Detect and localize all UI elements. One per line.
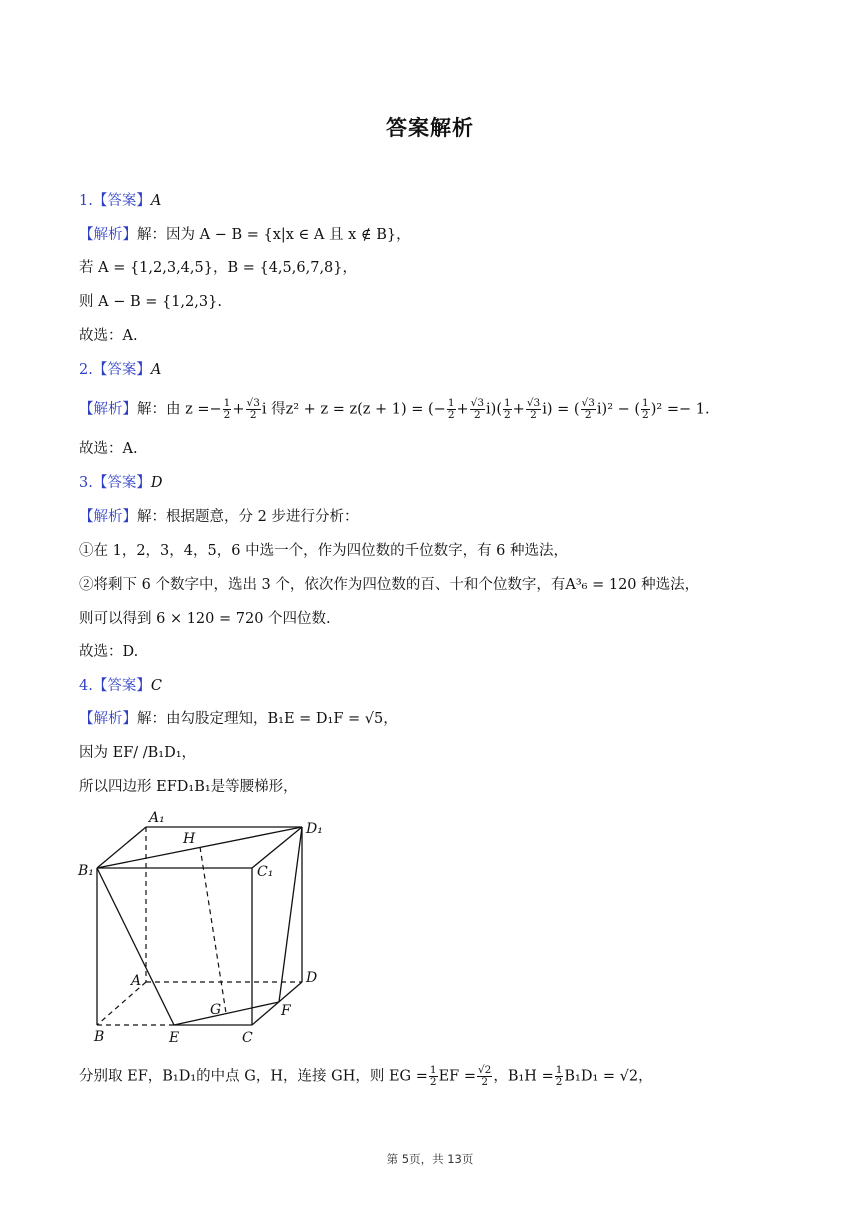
segment-e-f xyxy=(174,1002,279,1025)
q4-text-b: EF = xyxy=(438,1068,476,1085)
q2-answer-line xyxy=(79,359,161,381)
q1-answer-label: 1.【答案】 xyxy=(79,193,151,209)
q3-answer: D xyxy=(150,475,163,491)
q1-analysis-line-2: 若 A = {1,2,3,4,5}，B = {4,5,6,7,8}， xyxy=(79,260,357,276)
fraction: $\frac{1}{2}$ xyxy=(555,1064,563,1088)
cube-figure xyxy=(76,800,336,1050)
edge-c-d xyxy=(252,982,302,1025)
label-D: D xyxy=(306,970,318,986)
segment-d1-f xyxy=(279,827,302,1002)
label-E: E xyxy=(169,1030,180,1046)
edge-d1-c1 xyxy=(252,827,302,868)
q2-analysis-tag: 【解析】 xyxy=(79,401,137,418)
label-G: G xyxy=(210,1002,222,1018)
q2-text-d: + xyxy=(456,401,469,418)
q2-text-b: + xyxy=(232,401,245,418)
q4-analysis-text-1: 解：由勾股定理知，B₁E = D₁F = √5， xyxy=(137,711,398,727)
q2-answer-label: 2.【答案】 xyxy=(79,362,151,378)
label-B1: B₁ xyxy=(78,863,94,879)
fraction: $\frac{√3}{2}$ xyxy=(581,397,595,421)
q4-answer: C xyxy=(150,678,162,694)
q1-analysis-line-4: 故选：A. xyxy=(79,328,138,344)
label-H: H xyxy=(183,831,196,847)
q1-analysis-text-1: 解：因为 A − B = {x|x ∈ A 且 x ∉ B}， xyxy=(137,227,411,243)
segment-b1-e xyxy=(97,868,174,1025)
fraction: $\frac{1}{2}$ xyxy=(429,1064,437,1088)
q4-analysis-line-2: 因为 EF/ /B₁D₁， xyxy=(79,745,197,761)
q3-analysis-line-2: ①在 1，2，3，4，5，6 中选一个，作为四位数的千位数字，有 6 种选法， xyxy=(79,543,569,559)
q4-text-c: ，B₁H = xyxy=(493,1068,554,1085)
label-A: A xyxy=(131,973,142,989)
q2-text-h: i)² − ( xyxy=(596,401,641,418)
q3-answer-label: 3.【答案】 xyxy=(79,475,151,491)
q4-analysis-line-4 xyxy=(79,1065,653,1088)
page-footer: 第 5页，共 13页 xyxy=(386,1152,474,1166)
label-F: F xyxy=(281,1003,291,1019)
q1-answer: A xyxy=(150,193,162,209)
q3-analysis-line-5: 故选：D. xyxy=(79,644,139,660)
q1-answer-line xyxy=(79,190,161,212)
q3-analysis-tag: 【解析】 xyxy=(79,509,137,525)
label-B: B xyxy=(94,1029,105,1045)
q2-analysis-line-2: 故选：A. xyxy=(79,441,138,457)
q1-analysis-tag: 【解析】 xyxy=(79,227,137,243)
q3-analysis-line-3: ②将剩下 6 个数字中，选出 3 个，依次作为四位数的百、十和个位数字，有A³₆ = 120 种选法， xyxy=(79,577,700,593)
q2-text-c: i 得z² + z = z(z + 1) = (− xyxy=(261,401,446,418)
label-C1: C₁ xyxy=(257,864,274,880)
fraction: $\frac{1}{2}$ xyxy=(642,397,649,421)
q3-answer-line xyxy=(79,472,162,494)
fraction: $\frac{√2}{2}$ xyxy=(477,1064,492,1088)
edge-a1-b1 xyxy=(97,827,146,868)
q2-analysis-line-1 xyxy=(79,398,710,421)
q2-text-g: i) = ( xyxy=(542,401,580,418)
q4-text-a: 分别取 EF，B₁D₁的中点 G，H，连接 GH，则 EG = xyxy=(79,1068,428,1085)
q2-answer: A xyxy=(150,362,162,378)
fraction: $\frac{√3}{2}$ xyxy=(526,397,541,421)
q4-answer-label: 4.【答案】 xyxy=(79,678,151,694)
fraction: $\frac{√3}{2}$ xyxy=(470,397,485,421)
fraction: $\frac{√3}{2}$ xyxy=(246,397,260,421)
q3-analysis-text-1: 解：根据题意，分 2 步进行分析： xyxy=(137,509,359,525)
q4-text-d: B₁D₁ = √2， xyxy=(564,1068,653,1085)
q3-analysis-line-4: 则可以得到 6 × 120 = 720 个四位数. xyxy=(79,611,331,627)
label-C: C xyxy=(242,1030,253,1046)
q2-text-e: i)( xyxy=(486,401,502,418)
q3-analysis-line-1 xyxy=(79,506,358,528)
q1-analysis-line-3: 则 A − B = {1,2,3}. xyxy=(79,294,222,310)
page-title: 答案解析 xyxy=(386,116,474,140)
q4-analysis-tag: 【解析】 xyxy=(79,711,137,727)
fraction: $\frac{1}{2}$ xyxy=(223,397,231,421)
q1-analysis-line-1 xyxy=(79,224,411,246)
q2-text-a: 解：由 z =− xyxy=(137,401,222,418)
label-A1: A₁ xyxy=(149,810,165,826)
segment-h-g-hidden xyxy=(200,847,226,1013)
q4-answer-line xyxy=(79,675,162,697)
fraction: $\frac{1}{2}$ xyxy=(447,397,455,421)
fraction: $\frac{1}{2}$ xyxy=(503,397,511,421)
q2-text-f: + xyxy=(512,401,525,418)
q2-text-i: )² =− 1. xyxy=(650,401,710,418)
q4-analysis-line-1 xyxy=(79,708,398,730)
label-D1: D₁ xyxy=(306,821,323,837)
q4-analysis-line-3: 所以四边形 EFD₁B₁是等腰梯形， xyxy=(79,779,298,795)
